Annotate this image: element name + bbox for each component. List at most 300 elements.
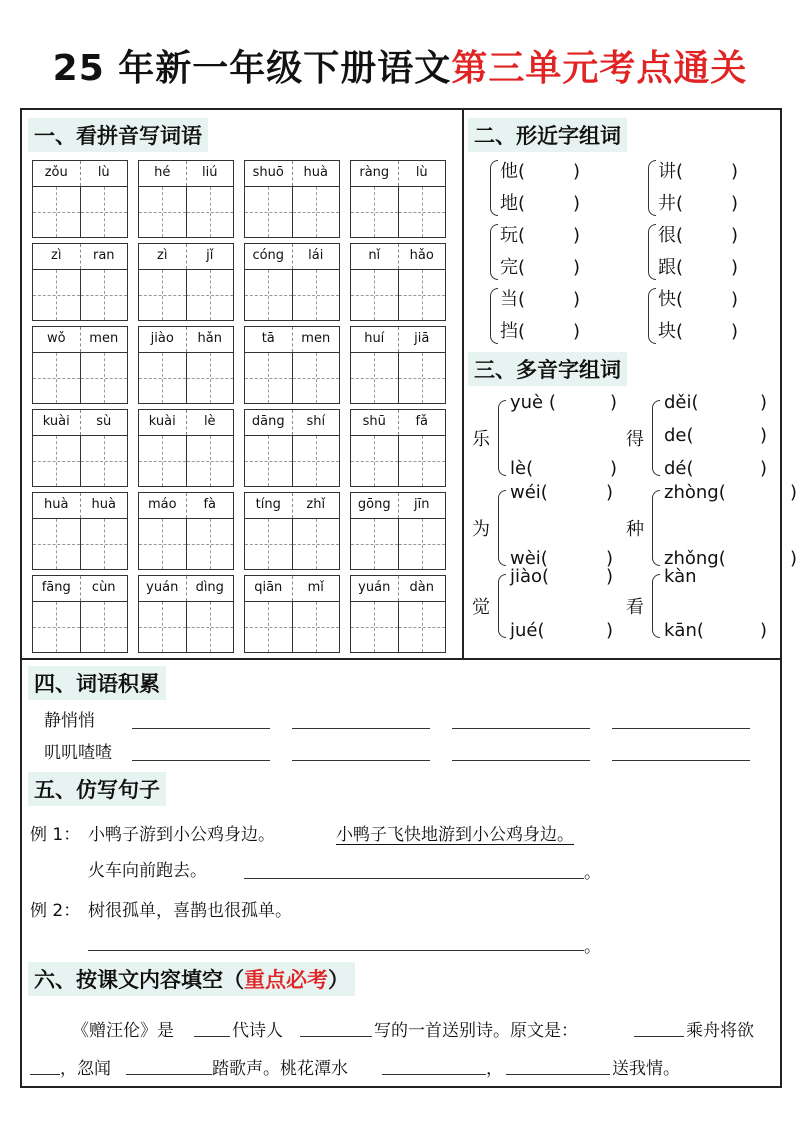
pinyin-syllable: kuài [33, 410, 81, 435]
pinyin-syllable: zǒu [33, 161, 81, 186]
writing-cells [33, 519, 127, 569]
pinyin-syllable: ràng [351, 161, 399, 186]
paren-close: ) [572, 257, 580, 278]
section-2-heading: 二、形近字组词 [468, 118, 627, 152]
reading-row[interactable] [510, 620, 614, 641]
pinyin-syllable: jiā [414, 331, 430, 346]
pinyin-block [244, 160, 340, 238]
pinyin-row [33, 244, 127, 270]
paren-close: ) [572, 225, 580, 246]
writing-cells [245, 187, 339, 237]
tianzige-cell[interactable] [293, 436, 340, 486]
polyphonic-char: 乐 [472, 429, 490, 450]
pinyin-syllable: jīn [414, 497, 430, 512]
word-jijizhazha: 叽叽喳喳 [44, 743, 112, 763]
polyphonic-item [472, 392, 622, 482]
pinyin-row [33, 576, 127, 602]
section-6-heading-a: 六、按课文内容填空（ [34, 968, 244, 992]
pinyin-block [244, 492, 340, 570]
pinyin-row [245, 161, 339, 187]
title-black: 25 年新一年级下册语文 [52, 48, 452, 89]
divider-horizontal [22, 658, 780, 660]
pinyin-syllable: hé [139, 161, 187, 186]
tianzige-cell[interactable] [187, 436, 234, 486]
section-6-heading-red: 重点必考 [244, 968, 328, 992]
pinyin-block [350, 326, 446, 404]
char: 快 [658, 289, 676, 310]
answer-line[interactable] [292, 760, 430, 761]
pinyin-row [245, 493, 339, 519]
pinyin-syllable: fāng [33, 576, 81, 601]
paren-open: ( [676, 321, 684, 342]
pinyin-syllable: zì [33, 244, 81, 269]
pinyin-syllable: huí [351, 327, 399, 352]
pinyin-syllable: lù [97, 165, 110, 180]
tianzige-cell[interactable] [351, 187, 399, 237]
writing-cells [33, 436, 127, 486]
pinyin-reading: wèi( [510, 548, 548, 569]
paren-close: ) [730, 225, 738, 246]
reading-row[interactable] [664, 620, 768, 641]
pinyin-reading: lè( [510, 458, 534, 479]
pinyin-reading: zhǒng( [664, 548, 726, 569]
tianzige-cell[interactable] [33, 436, 81, 486]
tianzige-cell[interactable] [33, 187, 81, 237]
fill-text: 送我情。 [612, 1059, 680, 1079]
char-row[interactable] [648, 220, 768, 252]
pinyin-syllable: wǒ [33, 327, 81, 352]
brace [498, 490, 506, 566]
answer-line[interactable] [382, 1074, 486, 1075]
pinyin-syllable: gōng [351, 493, 399, 518]
pinyin-block [32, 160, 128, 238]
pinyin-block [138, 243, 234, 321]
paren-open: ( [676, 289, 684, 310]
brace [652, 490, 660, 566]
writing-cells [351, 187, 445, 237]
period: 。 [584, 863, 601, 883]
tianzige-cell[interactable] [33, 353, 81, 403]
char-pair [490, 156, 610, 220]
example-1-expanded: 小鸭子飞快地游到小公鸡身边。 [336, 825, 574, 845]
tianzige-cell[interactable] [399, 602, 446, 652]
paren-close: ) [730, 321, 738, 342]
pinyin-row [351, 161, 445, 187]
fill-text: 踏歌声。桃花潭水 [212, 1059, 348, 1079]
writing-cells [351, 353, 445, 403]
paren-close: ) [760, 392, 768, 413]
char-pair [490, 284, 610, 348]
paren-close: ) [760, 620, 768, 641]
paren-close: ) [760, 458, 768, 479]
answer-line[interactable] [132, 760, 270, 761]
pinyin-row [351, 327, 445, 353]
paren-close: ) [572, 193, 580, 214]
pinyin-block [244, 243, 340, 321]
tianzige-cell[interactable] [245, 519, 293, 569]
paren-open: ( [518, 225, 526, 246]
pinyin-block [350, 160, 446, 238]
polyphonic-char: 看 [626, 597, 644, 618]
pinyin-block [138, 492, 234, 570]
reading-row[interactable] [664, 482, 798, 503]
pinyin-syllable: zì [139, 244, 187, 269]
tianzige-cell[interactable] [293, 602, 340, 652]
tianzige-cell[interactable] [33, 602, 81, 652]
writing-cells [245, 270, 339, 320]
example-1-sentence: 小鸭子游到小公鸡身边。 [88, 825, 275, 845]
char-row[interactable] [648, 284, 768, 316]
pinyin-row [351, 410, 445, 436]
answer-line[interactable] [292, 728, 430, 729]
tianzige-cell[interactable] [139, 187, 187, 237]
writing-cells [245, 519, 339, 569]
pinyin-syllable: yuán [351, 576, 399, 601]
tianzige-cell[interactable] [139, 602, 187, 652]
tianzige-cell[interactable] [351, 436, 399, 486]
char: 玩 [500, 225, 518, 246]
tianzige-cell[interactable] [399, 270, 446, 320]
writing-cells [139, 602, 233, 652]
pinyin-syllable: ran [92, 248, 115, 263]
section-6-heading [28, 962, 355, 996]
char: 他 [500, 161, 518, 182]
tianzige-cell[interactable] [81, 602, 128, 652]
tianzige-cell[interactable] [399, 519, 446, 569]
tianzige-cell[interactable] [399, 353, 446, 403]
pinyin-syllable: lè [203, 414, 216, 429]
section-3-heading: 三、多音字组词 [468, 352, 627, 386]
tianzige-cell[interactable] [139, 519, 187, 569]
char-row[interactable] [648, 252, 768, 284]
polyphonic-item [472, 482, 622, 572]
reading-row[interactable] [664, 392, 768, 413]
answer-line[interactable] [300, 1036, 372, 1037]
pinyin-reading: kān( [664, 620, 704, 641]
section-4-heading: 四、词语积累 [28, 666, 166, 700]
writing-cells [139, 353, 233, 403]
char: 井 [658, 193, 676, 214]
char-row[interactable] [490, 252, 610, 284]
paren-open: ( [676, 225, 684, 246]
pinyin-syllable: nǐ [351, 244, 399, 269]
polyphonic-item [626, 566, 776, 644]
pinyin-syllable: lái [308, 248, 324, 263]
writing-cells [245, 436, 339, 486]
tianzige-cell[interactable] [399, 187, 446, 237]
tianzige-cell[interactable] [139, 353, 187, 403]
pinyin-row [245, 576, 339, 602]
tianzige-cell[interactable] [187, 602, 234, 652]
char-pair [648, 220, 768, 284]
pinyin-syllable: men [301, 331, 331, 346]
paren-close: ) [730, 193, 738, 214]
paren-close: ) [610, 458, 618, 479]
pinyin-block [350, 492, 446, 570]
tianzige-cell[interactable] [33, 519, 81, 569]
tianzige-cell[interactable] [293, 187, 340, 237]
pinyin-row [139, 161, 233, 187]
char: 地 [500, 193, 518, 214]
pinyin-block [138, 326, 234, 404]
example-1-question: 火车向前跑去。 [88, 861, 207, 881]
brace [498, 400, 506, 476]
answer-line[interactable] [612, 760, 750, 761]
pinyin-block [138, 575, 234, 653]
pinyin-syllable: liú [202, 165, 218, 180]
pinyin-row [245, 410, 339, 436]
brace [652, 400, 660, 476]
divider-vertical [462, 110, 464, 658]
tianzige-cell[interactable] [81, 436, 128, 486]
paren-close: ) [730, 161, 738, 182]
tianzige-cell[interactable] [187, 353, 234, 403]
writing-cells [139, 519, 233, 569]
pinyin-row [33, 493, 127, 519]
reading-row[interactable] [510, 566, 614, 587]
char: 当 [500, 289, 518, 310]
pinyin-syllable: hǎn [197, 331, 222, 346]
pinyin-syllable: máo [139, 493, 187, 518]
answer-line[interactable] [452, 760, 590, 761]
pinyin-reading: děi( [664, 392, 699, 413]
tianzige-cell[interactable] [351, 270, 399, 320]
pinyin-syllable: jiào [139, 327, 187, 352]
answer-line[interactable] [506, 1074, 610, 1075]
paren-close: ) [572, 161, 580, 182]
char-pair [648, 156, 768, 220]
pinyin-syllable: sù [96, 414, 112, 429]
char-pair [648, 284, 768, 348]
example-2-sentence: 树很孤单，喜鹊也很孤单。 [88, 901, 292, 921]
tianzige-cell[interactable] [81, 519, 128, 569]
pinyin-syllable: shuō [245, 161, 293, 186]
brace [498, 574, 506, 638]
pinyin-row [139, 576, 233, 602]
tianzige-cell[interactable] [351, 353, 399, 403]
tianzige-cell[interactable] [139, 270, 187, 320]
tianzige-cell[interactable] [81, 187, 128, 237]
char: 讲 [658, 161, 676, 182]
brace [652, 574, 660, 638]
tianzige-cell[interactable] [351, 519, 399, 569]
pinyin-reading: zhòng( [664, 482, 726, 503]
answer-line[interactable] [194, 1036, 230, 1037]
char-row[interactable] [648, 156, 768, 188]
pinyin-block [244, 575, 340, 653]
title-red: 第三单元考点通关 [451, 48, 748, 89]
polyphonic-char: 得 [626, 429, 644, 450]
pinyin-syllable: fà [203, 497, 217, 512]
paren-open: ( [518, 257, 526, 278]
answer-line[interactable] [88, 950, 584, 951]
char-row[interactable] [648, 316, 768, 348]
tianzige-cell[interactable] [245, 602, 293, 652]
pinyin-row [33, 327, 127, 353]
pinyin-syllable: tíng [245, 493, 293, 518]
pinyin-syllable: dāng [245, 410, 293, 435]
char: 跟 [658, 257, 676, 278]
tianzige-cell[interactable] [351, 602, 399, 652]
tianzige-cell[interactable] [81, 353, 128, 403]
tianzige-cell[interactable] [245, 270, 293, 320]
pinyin-row [33, 161, 127, 187]
fill-text: ， [486, 1059, 503, 1079]
polyphonic-item [626, 392, 776, 482]
paren-open: ( [518, 321, 526, 342]
tianzige-cell[interactable] [293, 270, 340, 320]
pinyin-reading: yuè ( [510, 392, 556, 413]
char-row[interactable] [490, 220, 610, 252]
paren-open: ( [518, 161, 526, 182]
pinyin-reading: jiào( [510, 566, 550, 587]
tianzige-cell[interactable] [245, 436, 293, 486]
pinyin-syllable: lù [415, 165, 428, 180]
tianzige-cell[interactable] [187, 519, 234, 569]
paren-open: ( [676, 257, 684, 278]
char-row[interactable] [490, 156, 610, 188]
pinyin-syllable: cóng [245, 244, 293, 269]
pinyin-syllable: men [89, 331, 119, 346]
tianzige-cell[interactable] [187, 270, 234, 320]
char-pair [490, 220, 610, 284]
pinyin-block [138, 409, 234, 487]
answer-line[interactable] [30, 1074, 60, 1075]
pinyin-syllable: huà [33, 493, 81, 518]
paren-close: ) [790, 548, 798, 569]
pinyin-row [139, 493, 233, 519]
reading-row[interactable] [510, 392, 618, 413]
answer-line[interactable] [244, 878, 584, 879]
pinyin-syllable: shí [306, 414, 326, 429]
reading-row[interactable] [510, 458, 618, 479]
pinyin-block [350, 575, 446, 653]
pinyin-syllable: qiān [245, 576, 293, 601]
pinyin-reading: de( [664, 425, 694, 446]
tianzige-cell[interactable] [399, 436, 446, 486]
writing-cells [139, 436, 233, 486]
reading-row[interactable] [664, 458, 768, 479]
paren-open: ( [676, 193, 684, 214]
pinyin-row [245, 327, 339, 353]
section-1-heading: 一、看拼音写词语 [28, 118, 208, 152]
polyphonic-char: 为 [472, 519, 490, 540]
reading-row[interactable] [510, 482, 614, 503]
tianzige-cell[interactable] [293, 519, 340, 569]
pinyin-block [32, 575, 128, 653]
pinyin-syllable: kuài [139, 410, 187, 435]
char-row[interactable] [490, 284, 610, 316]
char-row[interactable] [490, 188, 610, 220]
paren-close: ) [572, 289, 580, 310]
paren-close: ) [572, 321, 580, 342]
example-1-label: 例 1： [30, 825, 81, 845]
fill-text: 写的一首送别诗。原文是： [374, 1021, 578, 1041]
pinyin-syllable: huà [91, 497, 116, 512]
paren-close: ) [606, 566, 614, 587]
char: 块 [658, 321, 676, 342]
answer-line[interactable] [452, 728, 590, 729]
tianzige-cell[interactable] [33, 270, 81, 320]
tianzige-cell[interactable] [187, 187, 234, 237]
reading-row[interactable] [664, 425, 768, 446]
writing-cells [33, 353, 127, 403]
section-6-heading-b: ） [328, 968, 349, 992]
paren-close: ) [760, 425, 768, 446]
pinyin-row [351, 493, 445, 519]
paren-close: ) [730, 257, 738, 278]
pinyin-row [245, 244, 339, 270]
paren-close: ) [606, 548, 614, 569]
answer-line[interactable] [612, 728, 750, 729]
pinyin-syllable: tā [245, 327, 293, 352]
pinyin-row [351, 244, 445, 270]
fill-text: ，忽闻 [60, 1059, 111, 1079]
pinyin-reading: jué( [510, 620, 545, 641]
paren-close: ) [606, 620, 614, 641]
writing-cells [351, 270, 445, 320]
pinyin-block [32, 492, 128, 570]
paren-close: ) [730, 289, 738, 310]
writing-cells [245, 353, 339, 403]
writing-cells [245, 602, 339, 652]
writing-cells [139, 187, 233, 237]
reading-row[interactable] [664, 566, 697, 587]
char-row[interactable] [648, 188, 768, 220]
pinyin-reading: dé( [664, 458, 694, 479]
pinyin-syllable: fǎ [415, 414, 429, 429]
pinyin-row [33, 410, 127, 436]
answer-line[interactable] [132, 728, 270, 729]
pinyin-block [244, 326, 340, 404]
word-jingqiaoqiao: 静悄悄 [44, 711, 95, 731]
paren-open: ( [518, 193, 526, 214]
paren-open: ( [676, 161, 684, 182]
char-row[interactable] [490, 316, 610, 348]
pinyin-syllable: zhǐ [306, 497, 326, 512]
pinyin-block [350, 409, 446, 487]
paren-open: ( [518, 289, 526, 310]
tianzige-cell[interactable] [245, 353, 293, 403]
writing-cells [33, 270, 127, 320]
polyphonic-char: 种 [626, 519, 644, 540]
tianzige-cell[interactable] [81, 270, 128, 320]
writing-cells [139, 270, 233, 320]
pinyin-syllable: dàn [409, 580, 434, 595]
tianzige-cell[interactable] [139, 436, 187, 486]
pinyin-syllable: dìng [195, 580, 224, 595]
char: 完 [500, 257, 518, 278]
writing-cells [351, 602, 445, 652]
pinyin-syllable: mǐ [307, 580, 324, 595]
pinyin-syllable: yuán [139, 576, 187, 601]
answer-line[interactable] [634, 1036, 684, 1037]
pinyin-block [32, 326, 128, 404]
tianzige-cell[interactable] [293, 353, 340, 403]
pinyin-block [32, 243, 128, 321]
answer-line[interactable] [126, 1074, 212, 1075]
char: 很 [658, 225, 676, 246]
pinyin-block [350, 243, 446, 321]
paren-close: ) [606, 482, 614, 503]
writing-cells [351, 436, 445, 486]
tianzige-cell[interactable] [245, 187, 293, 237]
writing-cells [33, 187, 127, 237]
paren-close: ) [790, 482, 798, 503]
pinyin-row [139, 244, 233, 270]
section-5-heading: 五、仿写句子 [28, 772, 166, 806]
pinyin-reading: kàn [664, 566, 697, 587]
